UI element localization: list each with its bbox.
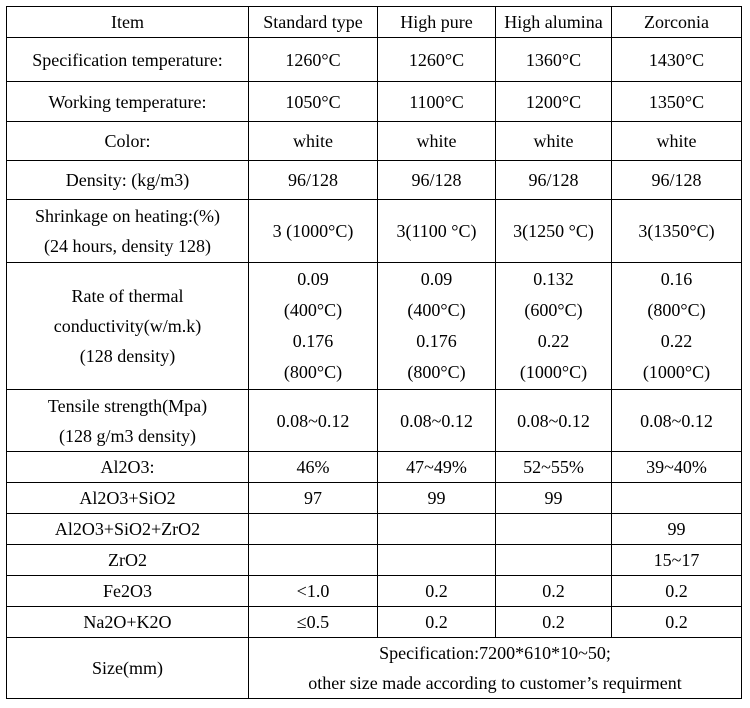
row-label-line: (128 g/m3 density) bbox=[59, 425, 196, 446]
cell-line: (600°C) bbox=[524, 300, 583, 320]
table-cell: white bbox=[612, 122, 742, 161]
header-high-alumina: High alumina bbox=[496, 7, 612, 38]
table-cell: 0.2 bbox=[612, 576, 742, 607]
table-cell: white bbox=[249, 122, 378, 161]
table-cell: 39~40% bbox=[612, 452, 742, 483]
row-label bbox=[7, 200, 249, 263]
size-line: other size made according to customer’s requirment bbox=[308, 673, 682, 693]
row-label bbox=[7, 390, 249, 452]
table-cell: 97 bbox=[249, 483, 378, 514]
table-cell: 1200°C bbox=[496, 82, 612, 122]
table-cell bbox=[249, 263, 378, 390]
specification-table bbox=[6, 6, 742, 699]
table-cell: 0.08~0.12 bbox=[249, 390, 378, 452]
table-cell: 0.2 bbox=[496, 576, 612, 607]
table-cell: 99 bbox=[612, 514, 742, 545]
table-cell: 3 (1000°C) bbox=[249, 200, 378, 263]
table-cell: white bbox=[496, 122, 612, 161]
table-cell bbox=[378, 545, 496, 576]
table-cell bbox=[612, 263, 742, 390]
cell-line: 0.176 bbox=[292, 331, 334, 351]
table-cell: 96/128 bbox=[496, 161, 612, 200]
table-cell bbox=[249, 545, 378, 576]
table-cell: 0.2 bbox=[496, 607, 612, 638]
row-label: Al2O3+SiO2+ZrO2 bbox=[7, 514, 249, 545]
header-item: Item bbox=[7, 7, 249, 38]
table-row bbox=[7, 452, 742, 483]
table-cell: 47~49% bbox=[378, 452, 496, 483]
cell-line: (800°C) bbox=[283, 362, 343, 382]
table-cell: 1260°C bbox=[378, 38, 496, 82]
size-cell bbox=[249, 638, 742, 699]
row-label: Na2O+K2O bbox=[7, 607, 249, 638]
table-cell: 1430°C bbox=[612, 38, 742, 82]
table-cell: 46% bbox=[249, 452, 378, 483]
cell-line: (800°C) bbox=[407, 362, 466, 382]
cell-line: 0.16 bbox=[660, 269, 693, 289]
table-cell: 99 bbox=[378, 483, 496, 514]
row-label bbox=[7, 263, 249, 390]
table-row bbox=[7, 122, 742, 161]
cell-line: 0.22 bbox=[537, 331, 570, 351]
header-row bbox=[7, 7, 742, 38]
table-cell: 52~55% bbox=[496, 452, 612, 483]
cell-line: 0.22 bbox=[660, 331, 693, 351]
table-cell: 1360°C bbox=[496, 38, 612, 82]
table-cell: ≤0.5 bbox=[249, 607, 378, 638]
table-cell: 15~17 bbox=[612, 545, 742, 576]
table-row bbox=[7, 545, 742, 576]
table-cell: 99 bbox=[496, 483, 612, 514]
row-label-line: (128 density) bbox=[79, 346, 176, 366]
cell-line: (1000°C) bbox=[642, 362, 711, 382]
row-label: Size(mm) bbox=[7, 638, 249, 699]
row-label-line: Shrinkage on heating:(%) bbox=[35, 206, 220, 226]
cell-line: 0.132 bbox=[533, 269, 574, 289]
table-cell: 0.2 bbox=[612, 607, 742, 638]
row-label: Working temperature: bbox=[7, 82, 249, 122]
cell-line: (800°C) bbox=[647, 300, 706, 320]
cell-line: (400°C) bbox=[407, 300, 466, 320]
table-cell: 1260°C bbox=[249, 38, 378, 82]
size-line: Specification:7200*610*10~50; bbox=[379, 643, 611, 663]
cell-line: 0.176 bbox=[416, 331, 457, 351]
table-cell: 0.2 bbox=[378, 576, 496, 607]
cell-line: 0.09 bbox=[297, 269, 329, 289]
table-cell: 1350°C bbox=[612, 82, 742, 122]
table-cell bbox=[249, 514, 378, 545]
table-cell: 96/128 bbox=[378, 161, 496, 200]
row-label: Specification temperature: bbox=[7, 38, 249, 82]
table-cell: 0.08~0.12 bbox=[378, 390, 496, 452]
table-cell bbox=[378, 514, 496, 545]
table-row bbox=[7, 607, 742, 638]
cell-line: 0.09 bbox=[420, 269, 453, 289]
table-cell bbox=[612, 483, 742, 514]
row-label-line: conductivity(w/m.k) bbox=[53, 316, 202, 336]
row-label: Al2O3: bbox=[7, 452, 249, 483]
size-row bbox=[7, 638, 742, 699]
row-label: Fe2O3 bbox=[7, 576, 249, 607]
table-row bbox=[7, 263, 742, 390]
header-zorconia: Zorconia bbox=[612, 7, 742, 38]
row-label-line: Tensile strength(Mpa) bbox=[47, 395, 208, 416]
header-high-pure: High pure bbox=[378, 7, 496, 38]
table-cell bbox=[496, 514, 612, 545]
table-cell: <1.0 bbox=[249, 576, 378, 607]
table-cell: 0.08~0.12 bbox=[496, 390, 612, 452]
table-cell: 1050°C bbox=[249, 82, 378, 122]
table-cell: white bbox=[378, 122, 496, 161]
table-row bbox=[7, 390, 742, 452]
table-row bbox=[7, 483, 742, 514]
cell-line: (400°C) bbox=[283, 300, 343, 320]
row-label: Al2O3+SiO2 bbox=[7, 483, 249, 514]
table-row bbox=[7, 161, 742, 200]
table-cell: 3(1350°C) bbox=[612, 200, 742, 263]
table-row bbox=[7, 38, 742, 82]
table-row bbox=[7, 576, 742, 607]
header-standard-type: Standard type bbox=[249, 7, 378, 38]
table-cell bbox=[496, 545, 612, 576]
row-label-line: (24 hours, density 128) bbox=[44, 236, 211, 256]
table-cell bbox=[496, 263, 612, 390]
table-row bbox=[7, 514, 742, 545]
table-cell: 3(1100 °C) bbox=[378, 200, 496, 263]
table-cell: 96/128 bbox=[612, 161, 742, 200]
row-label: Color: bbox=[7, 122, 249, 161]
row-label-line: Rate of thermal bbox=[71, 286, 184, 306]
cell-line: (1000°C) bbox=[519, 362, 588, 382]
table-row bbox=[7, 200, 742, 263]
table-cell: 3(1250 °C) bbox=[496, 200, 612, 263]
row-label: Density: (kg/m3) bbox=[7, 161, 249, 200]
table-cell: 1100°C bbox=[378, 82, 496, 122]
table-cell: 0.08~0.12 bbox=[612, 390, 742, 452]
table-cell bbox=[378, 263, 496, 390]
table-cell: 96/128 bbox=[249, 161, 378, 200]
table-cell: 0.2 bbox=[378, 607, 496, 638]
row-label: ZrO2 bbox=[7, 545, 249, 576]
table-row bbox=[7, 82, 742, 122]
